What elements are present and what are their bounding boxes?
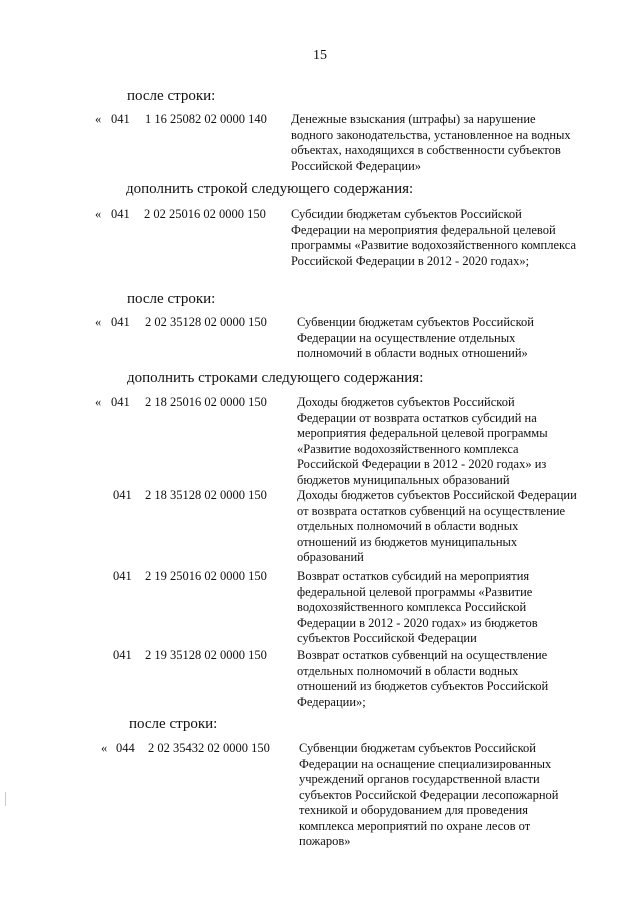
admin-code: 044 <box>116 741 135 755</box>
income-description: Доходы бюджетов субъектов Российской Федерации от возврата остатков субвенций на осуществление отдельных полномочий в области водных отношений из бюджетов муниципальных образований <box>297 488 577 564</box>
budget-classification-code: 1 16 25082 02 0000 140 <box>145 112 267 126</box>
open-quote: « <box>101 741 108 755</box>
budget-classification-code: 2 02 25016 02 0000 150 <box>144 207 266 221</box>
budget-classification-code: 2 19 35128 02 0000 150 <box>145 648 267 662</box>
admin-code: 041 <box>111 395 130 409</box>
income-description: Возврат остатков субвенций на осуществление отдельных полномочий в области водных отношений из бюджетов субъектов Российской Федерации»; <box>297 648 549 709</box>
scan-artifact-mark <box>5 792 6 806</box>
open-quote: « <box>95 315 102 329</box>
section-heading: после строки: <box>129 716 218 732</box>
budget-classification-code: 2 19 25016 02 0000 150 <box>145 569 267 583</box>
admin-code: 041 <box>113 569 132 583</box>
income-description: Возврат остатков субсидий на мероприятия федеральной целевой программы «Развитие водохозяйственного комплекса Российской Федерации в 2012 - 2020 годах» из бюджетов субъектов Российской Федерации <box>297 569 538 645</box>
income-description: Доходы бюджетов субъектов Российской Федерации от возврата остатков субсидий на мероприятия федеральной целевой программы «Развитие водохозяйственного комплекса Российской Федерации в 2012 - 2020 годах» из бюджетов муниципальных образований <box>297 395 548 487</box>
budget-classification-code: 2 18 35128 02 0000 150 <box>145 488 267 502</box>
income-description: Субвенции бюджетам субъектов Российской Федерации на осуществление отдельных полномочий в области водных отношений» <box>297 315 534 360</box>
budget-classification-code: 2 02 35432 02 0000 150 <box>148 741 270 755</box>
income-description: Денежные взыскания (штрафы) за нарушение водного законодательства, установленное на водных объектах, находящихся в собственности субъектов Российской Федерации» <box>291 112 571 173</box>
admin-code: 041 <box>111 315 130 329</box>
income-description: Субвенции бюджетам субъектов Российской Федерации на оснащение специализированных учреждений органов государственной власти субъектов Российской Федерации лесопожарной техникой и оборудованием для проведения комплекса мероприятий по охране лесов от пожаров» <box>299 741 559 848</box>
admin-code: 041 <box>111 207 130 221</box>
open-quote: « <box>95 207 102 221</box>
admin-code: 041 <box>111 112 130 126</box>
admin-code: 041 <box>113 488 132 502</box>
section-heading: дополнить строкой следующего содержания: <box>126 181 414 197</box>
section-heading: после строки: <box>127 291 216 307</box>
section-heading: после строки: <box>127 88 216 104</box>
section-heading: дополнить строками следующего содержания: <box>127 370 424 386</box>
income-description: Субсидии бюджетам субъектов Российской Федерации на мероприятия федеральной целевой программы «Развитие водохозяйственного комплекса Российской Федерации в 2012 - 2020 годах»; <box>291 207 577 268</box>
admin-code: 041 <box>113 648 132 662</box>
open-quote: « <box>95 112 102 126</box>
page-number: 15 <box>313 48 327 63</box>
open-quote: « <box>95 395 102 409</box>
budget-classification-code: 2 18 25016 02 0000 150 <box>145 395 267 409</box>
budget-classification-code: 2 02 35128 02 0000 150 <box>145 315 267 329</box>
